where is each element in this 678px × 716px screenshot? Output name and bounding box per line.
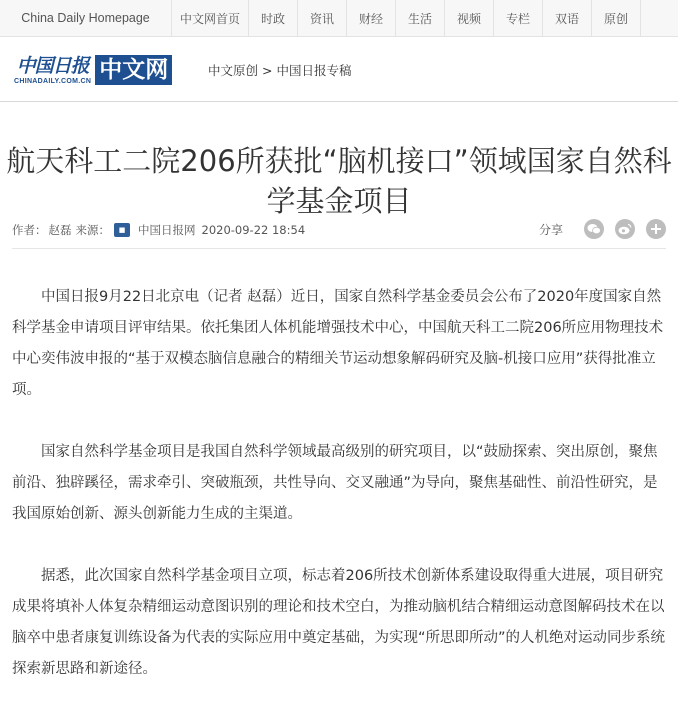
nav-finance[interactable]: 财经 xyxy=(347,0,396,36)
article-paragraph: 据悉，此次国家自然科学基金项目立项，标志着206所技术创新体系建设取得重大进展，项目研究成果将填补人体复杂精细运动意图识别的理论和技术空白，为推动脑机结合精细运动意图解码技术在以脑卒中患者康复训练设备为代表的实际应用中奠定基础，为实现“所思即所动”的人机绝对运动同步系统探索新思路和新途径。 xyxy=(12,568,666,677)
breadcrumb xyxy=(208,61,352,79)
breadcrumb-china-daily-feature[interactable]: 中国日报专稿 xyxy=(276,63,352,78)
nav-politics[interactable]: 时政 xyxy=(249,0,298,36)
breadcrumb-separator: > xyxy=(262,63,273,78)
nav-column[interactable]: 专栏 xyxy=(494,0,543,36)
nav-life[interactable]: 生活 xyxy=(396,0,445,36)
author-label: 作者： xyxy=(12,223,47,237)
article-paragraph: 中国日报9月22日北京电（记者 赵磊）近日，国家自然科学基金委员会公布了2020年度国家自然科学基金申请项目评审结果。依托集团人体机能增强技术中心，中国航天科工二院206所应用物理技术中心奕伟波申报的“基于双模态脑信息融合的精细关节运动想象解码研究及脑-机接口应用”获得批准立项。 xyxy=(12,289,664,398)
article-meta xyxy=(12,222,305,238)
meta-divider xyxy=(12,248,666,249)
nav-bilingual[interactable]: 双语 xyxy=(543,0,592,36)
logo-chinese-name: 中国日报 xyxy=(16,54,89,77)
breadcrumb-chinese-original[interactable]: 中文原创 xyxy=(208,63,259,78)
nav-video[interactable]: 视频 xyxy=(445,0,494,36)
more-icon[interactable] xyxy=(646,219,666,239)
share-label: 分享 xyxy=(538,222,563,237)
weibo-icon[interactable] xyxy=(615,219,635,239)
source-label: 来源： xyxy=(75,223,110,237)
nav-china-daily-homepage[interactable]: China Daily Homepage xyxy=(0,0,172,36)
wechat-icon[interactable] xyxy=(584,219,604,239)
logo-chinese-site-badge: 中文网 xyxy=(95,55,172,85)
top-navigation xyxy=(0,0,678,37)
nav-chinese-homepage[interactable]: 中文网首页 xyxy=(172,0,249,36)
author-name: 赵磊 xyxy=(48,223,72,237)
nav-original[interactable]: 原创 xyxy=(592,0,641,36)
nav-news[interactable]: 资讯 xyxy=(298,0,347,36)
source-name: 中国日报网 xyxy=(138,223,196,237)
share-bar xyxy=(539,219,666,239)
source-logo-icon: ■ xyxy=(114,223,130,237)
logo-url: CHINADAILY.COM.CN xyxy=(14,77,92,85)
article-paragraph: 国家自然科学基金项目是我国自然科学领域最高级别的研究项目，以“鼓励探索、突出原创，聚焦前沿、独辟蹊径，需求牵引、突破瓶颈，共性导向、交叉融通”为导向，聚焦基础性、前沿性研究，是我国原始创新、源头创新能力生成的主渠道。 xyxy=(12,444,658,522)
article-body xyxy=(12,282,668,716)
article-title: 航天科工二院206所获批“脑机接口”领域国家自然科学基金项目 xyxy=(6,144,672,219)
publish-datetime: 2020-09-22 18:54 xyxy=(201,223,306,237)
header-divider xyxy=(0,101,678,102)
site-logo[interactable] xyxy=(14,50,172,90)
